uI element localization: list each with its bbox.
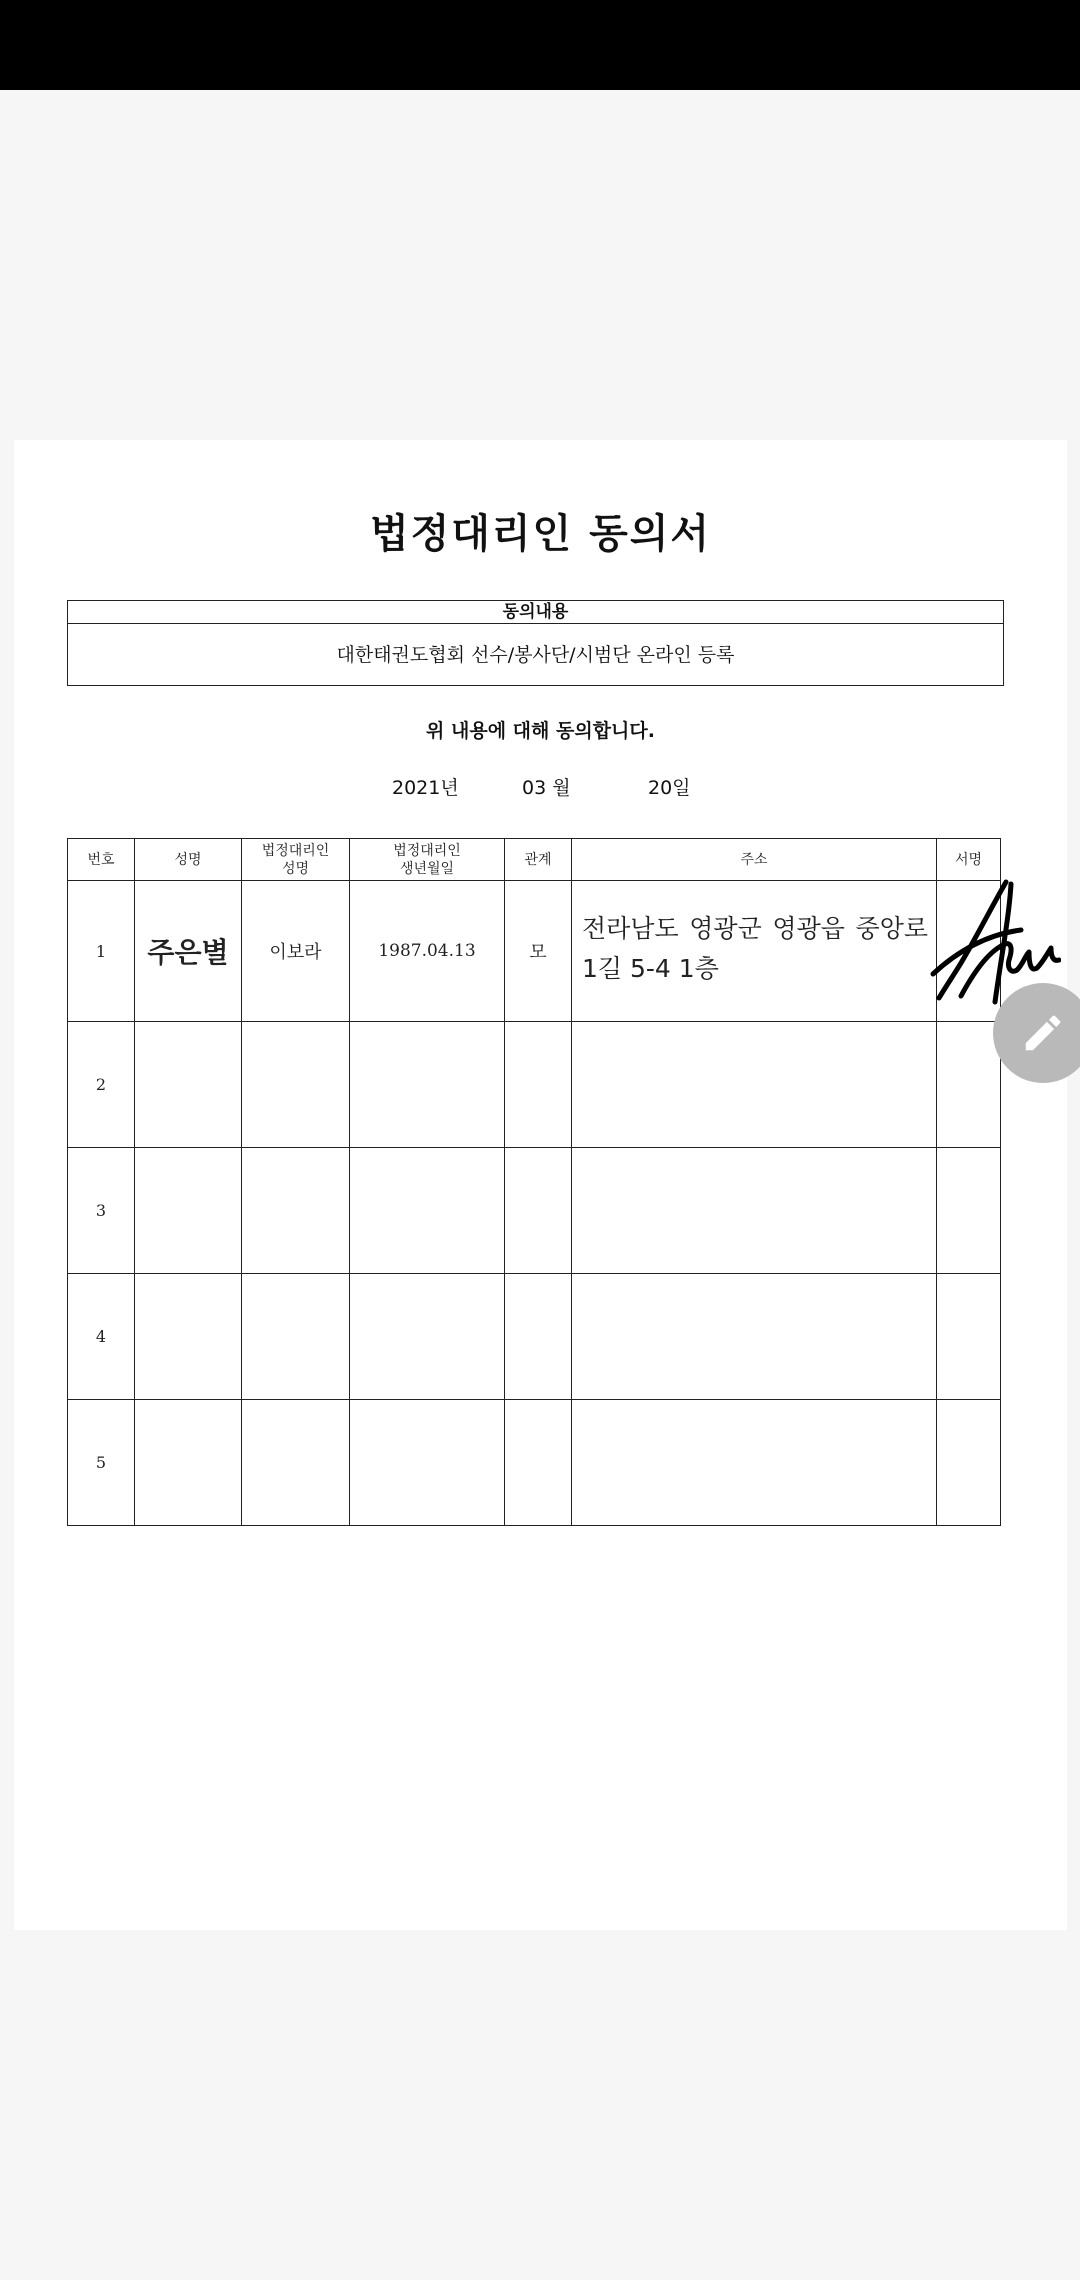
registration-table bbox=[67, 838, 1001, 1526]
table-row bbox=[68, 1274, 1001, 1400]
cell-relation bbox=[505, 1400, 572, 1526]
document-title: 법정대리인 동의서 bbox=[369, 511, 712, 557]
cell-relation bbox=[505, 1148, 572, 1274]
cell-rep-name bbox=[242, 1022, 350, 1148]
consent-body: 대한태권도협회 선수/봉사단/시범단 온라인 등록 bbox=[336, 644, 735, 666]
cell-rep-name: 이보라 bbox=[242, 881, 350, 1022]
cell-signature bbox=[937, 1148, 1001, 1274]
agree-statement: 위 내용에 대해 동의합니다. bbox=[426, 720, 655, 742]
cell-number: 3 bbox=[68, 1148, 135, 1274]
consent-box bbox=[67, 600, 1004, 686]
table-row bbox=[68, 1148, 1001, 1274]
cell-rep-birth bbox=[350, 1274, 505, 1400]
cell-signature bbox=[937, 1274, 1001, 1400]
cell-address: 전라남도 영광군 영광읍 중앙로 1길 5-4 1층 bbox=[572, 881, 937, 1022]
cell-rep-birth bbox=[350, 1148, 505, 1274]
pencil-icon bbox=[1020, 1010, 1066, 1056]
cell-address bbox=[572, 1400, 937, 1526]
date-day: 20일 bbox=[648, 777, 691, 799]
table-header-row bbox=[68, 839, 1001, 881]
cell-name bbox=[135, 1274, 242, 1400]
cell-address bbox=[572, 1148, 937, 1274]
cell-name bbox=[135, 1400, 242, 1526]
table-row bbox=[68, 881, 1001, 1022]
consent-header: 동의내용 bbox=[68, 601, 1003, 624]
header-relation: 관계 bbox=[505, 839, 572, 881]
cell-signature bbox=[937, 1400, 1001, 1526]
date-month: 03 월 bbox=[522, 777, 571, 799]
cell-relation bbox=[505, 1022, 572, 1148]
cell-address bbox=[572, 1274, 937, 1400]
header-name: 성명 bbox=[135, 839, 242, 881]
cell-rep-birth bbox=[350, 1400, 505, 1526]
table-row bbox=[68, 1022, 1001, 1148]
cell-name bbox=[135, 1022, 242, 1148]
cell-number: 5 bbox=[68, 1400, 135, 1526]
cell-rep-birth: 1987.04.13 bbox=[350, 881, 505, 1022]
cell-name bbox=[135, 1148, 242, 1274]
cell-signature bbox=[937, 1022, 1001, 1148]
cell-number: 2 bbox=[68, 1022, 135, 1148]
header-rep-birth: 법정대리인 생년월일 bbox=[350, 839, 505, 881]
cell-address bbox=[572, 1022, 937, 1148]
header-rep-name: 법정대리인 성명 bbox=[242, 839, 350, 881]
cell-name: 주은별 bbox=[135, 881, 242, 1022]
cell-rep-birth bbox=[350, 1022, 505, 1148]
cell-relation: 모 bbox=[505, 881, 572, 1022]
cell-rep-name bbox=[242, 1400, 350, 1526]
cell-number: 1 bbox=[68, 881, 135, 1022]
date-year: 2021년 bbox=[392, 777, 459, 799]
document-page bbox=[14, 440, 1067, 1930]
status-bar bbox=[0, 0, 1080, 90]
header-signature: 서명 bbox=[937, 839, 1001, 881]
table-row bbox=[68, 1400, 1001, 1526]
header-number: 번호 bbox=[68, 839, 135, 881]
cell-rep-name bbox=[242, 1274, 350, 1400]
cell-relation bbox=[505, 1274, 572, 1400]
header-address: 주소 bbox=[572, 839, 937, 881]
cell-rep-name bbox=[242, 1148, 350, 1274]
cell-number: 4 bbox=[68, 1274, 135, 1400]
